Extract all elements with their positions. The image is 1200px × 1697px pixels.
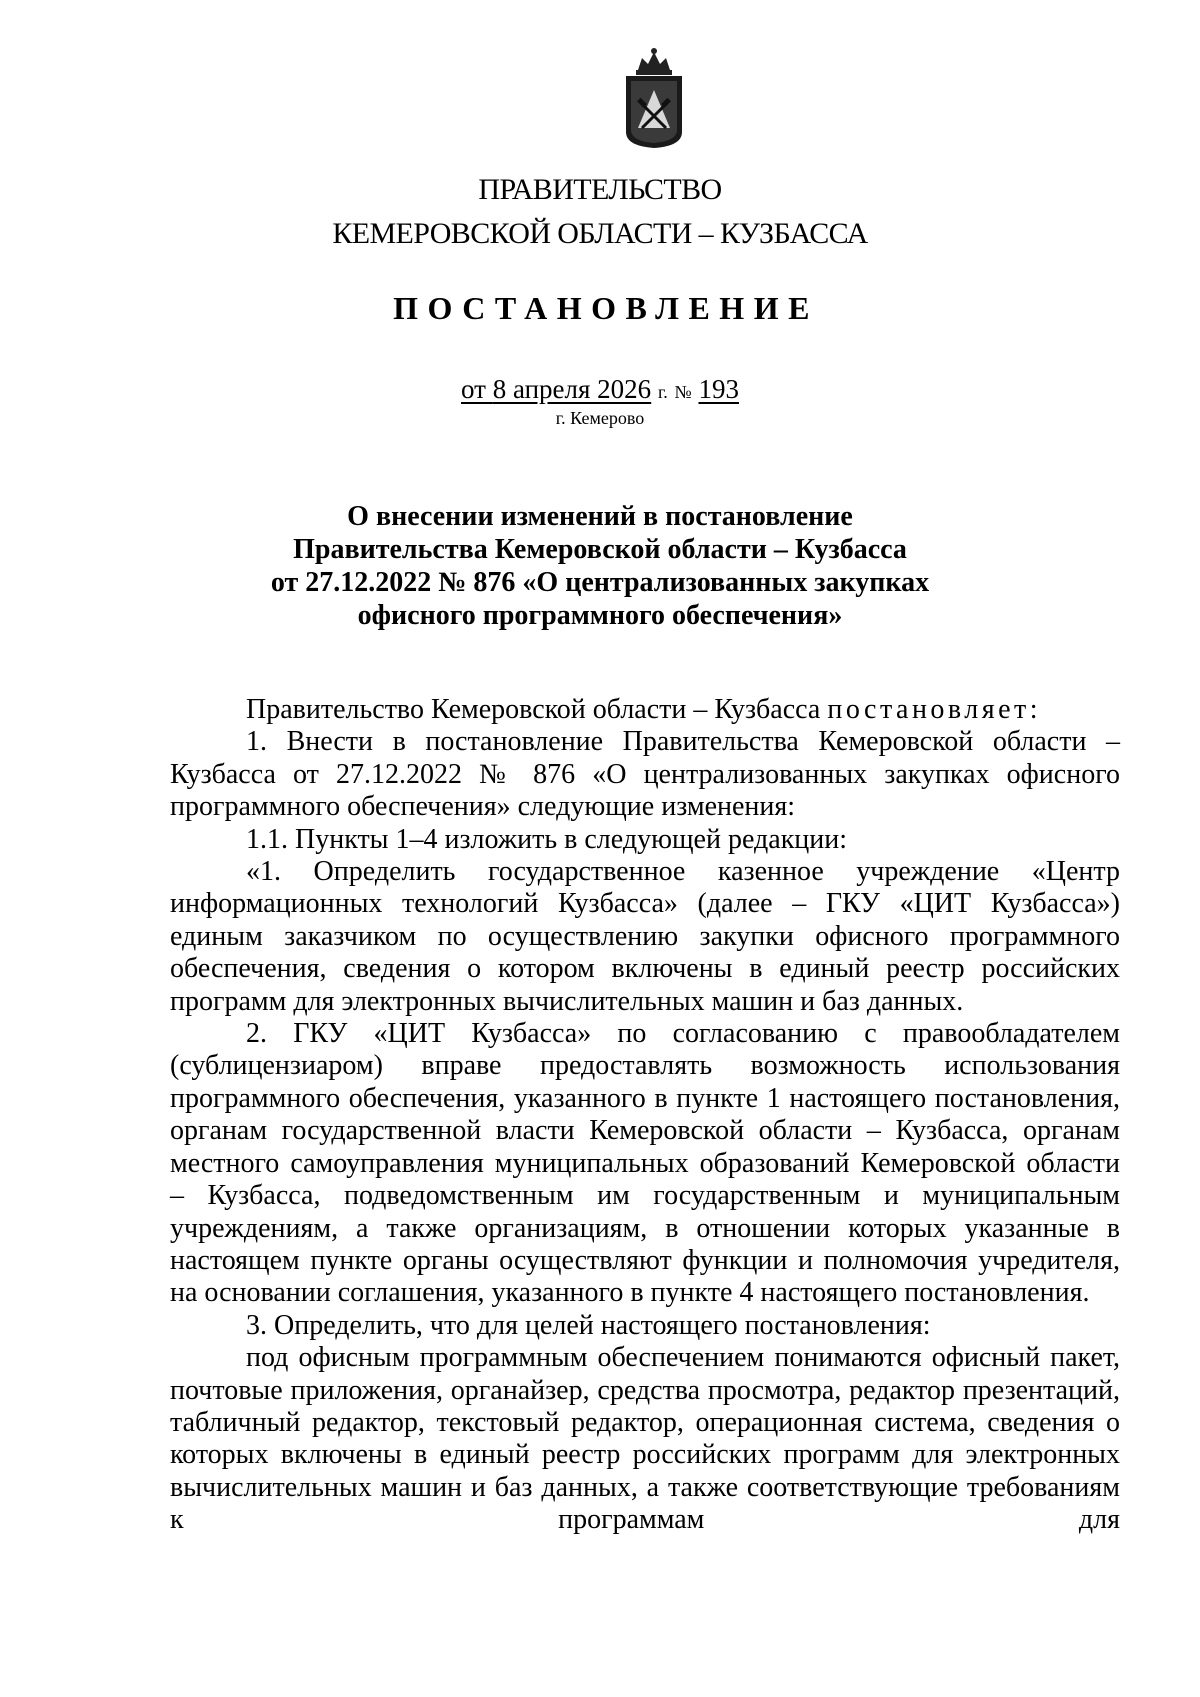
city-name: г. Кемерово xyxy=(555,408,645,428)
date-prefix: от xyxy=(461,374,486,404)
decree-number: 193 xyxy=(698,374,739,404)
preamble xyxy=(170,694,1120,726)
paragraph: 3. Определить, что для целей настоящего постановления: xyxy=(246,1309,931,1341)
paragraph: 1. Внести в постановление Правительства Кемеровской области – Кузбасса от 27.12.2022 № 876 «О централизованных закупках офисного программного обеспечения» следующие изменения: xyxy=(170,726,1120,823)
decree-date-line xyxy=(0,374,1200,407)
coat-of-arms-icon xyxy=(618,46,690,150)
decree-body xyxy=(170,694,1120,1537)
number-sign: № xyxy=(674,382,692,402)
title-line: офисного программного обеспечения» xyxy=(357,600,843,631)
year-abbreviation: г. xyxy=(657,382,668,402)
decree-title xyxy=(0,500,1200,632)
title-line: от 27.12.2022 № 876 «О централизованных закупках xyxy=(270,567,930,598)
organization-name-line2: КЕМЕРОВСКОЙ ОБЛАСТИ – КУЗБАССА xyxy=(332,217,868,250)
decree-date: 8 апреля 2026 xyxy=(492,374,652,404)
preamble-verb: постановляет: xyxy=(827,694,1042,725)
title-line: О внесении изменений в постановление xyxy=(347,501,853,532)
paragraph: «1. Определить государственное казенное учреждение «Центр информационных технологий Кузбасса» (далее – ГКУ «ЦИТ Кузбасса») единым заказчиком по осуществлению закупки офисного программного обеспечения, сведения о котором включены в единый реестр российских программ для электронных вычислительных машин и баз данных. xyxy=(170,856,1120,1017)
preamble-text: Правительство Кемеровской области – Кузбасса xyxy=(246,694,828,725)
organization-name-line1: ПРАВИТЕЛЬСТВО xyxy=(478,173,722,206)
paragraph: под офисным программным обеспечением понимаются офисный пакет, почтовые приложения, органайзер, средства просмотра, редактор презентаций, табличный редактор, текстовый редактор, операционная система, сведения о которых включены в единый реестр российских программ для электронных вычислительных машин и баз данных, а также соответствующие требованиям к программам для xyxy=(170,1342,1120,1536)
paragraph: 2. ГКУ «ЦИТ Кузбасса» по согласованию с правообладателем (сублицензиаром) вправе предоставлять возможность использования программного обеспечения, указанного в пункте 1 настоящего постановления, органам государственной власти Кемеровской области – Кузбасса, органам местного самоуправления муниципальных образований Кемеровской области – Кузбасса, подведомственным им государственным и муниципальным учреждениям, а также организациям, в отношении которых указанные в настоящем пункте органы осуществляют функции и полномочия учредителя, на основании соглашения, указанного в пункте 4 настоящего постановления. xyxy=(170,1018,1120,1309)
title-line: Правительства Кемеровской области – Кузбасса xyxy=(293,534,907,565)
document-type-heading: ПОСТАНОВЛЕНИЕ xyxy=(393,290,819,326)
paragraph: 1.1. Пункты 1–4 изложить в следующей редакции: xyxy=(246,823,848,855)
